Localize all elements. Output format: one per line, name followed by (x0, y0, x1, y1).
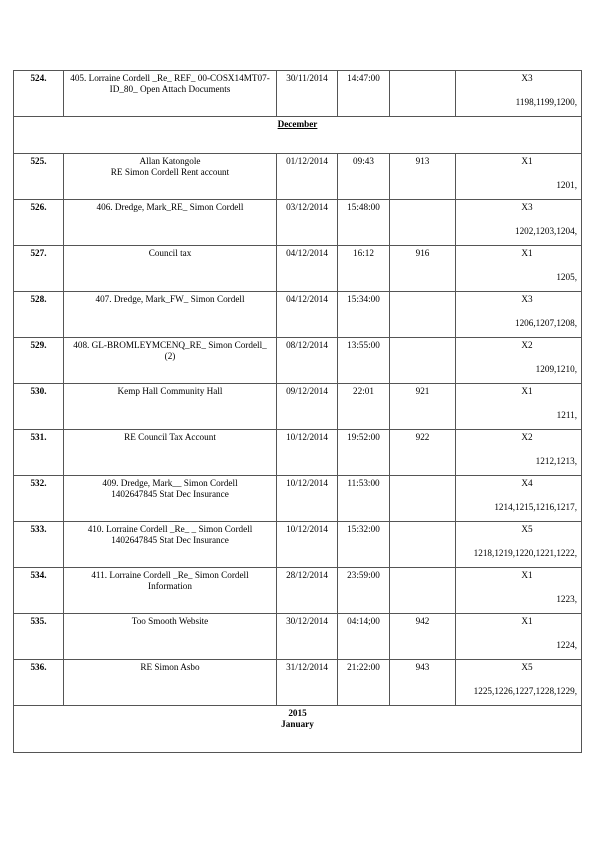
entry-pages-cell (456, 246, 582, 292)
table-row (14, 476, 582, 522)
entry-subject: 409. Dredge, Mark__ Simon Cordell 1402647845 Stat Dec Insurance (64, 476, 277, 522)
table-row (14, 430, 582, 476)
page-count: X4 (521, 478, 533, 488)
table-row (14, 384, 582, 430)
entry-reference (390, 568, 456, 614)
entry-date: 04/12/2014 (277, 246, 338, 292)
entry-date: 09/12/2014 (277, 384, 338, 430)
page-count: X2 (521, 340, 533, 350)
page-numbers: 1218,1219,1220,1221,1222, (473, 548, 577, 558)
page-count: X1 (521, 248, 533, 258)
entry-subject: 410. Lorraine Cordell _Re_ _ Simon Cordell 1402647845 Stat Dec Insurance (64, 522, 277, 568)
month-heading: January (281, 719, 314, 729)
entry-time: 23:59:00 (338, 568, 390, 614)
page-numbers: 1198,1199,1200, (515, 97, 577, 107)
page-count: X1 (521, 386, 533, 396)
entry-reference (390, 292, 456, 338)
entry-pages-cell (456, 476, 582, 522)
entry-number: 536. (14, 660, 64, 706)
entry-number: 535. (14, 614, 64, 660)
entry-date: 04/12/2014 (277, 292, 338, 338)
page-numbers: 1201, (556, 180, 577, 190)
table-row (14, 200, 582, 246)
page-numbers: 1206,1207,1208, (514, 318, 577, 328)
entry-pages-cell (456, 71, 582, 117)
entry-pages-cell (456, 384, 582, 430)
page-count: X1 (521, 570, 533, 580)
entry-number: 524. (14, 71, 64, 117)
table-row (14, 614, 582, 660)
entry-time: 15:48:00 (338, 200, 390, 246)
entry-number: 528. (14, 292, 64, 338)
entry-subject: 405. Lorraine Cordell _Re_ REF_ 00-COSX14MT07-ID_80_ Open Attach Documents (64, 71, 277, 117)
entry-reference: 916 (390, 246, 456, 292)
entry-date: 30/11/2014 (277, 71, 338, 117)
entry-date: 01/12/2014 (277, 154, 338, 200)
entry-time: 09:43 (338, 154, 390, 200)
entry-date: 10/12/2014 (277, 430, 338, 476)
table-row (14, 338, 582, 384)
year-heading-row (14, 706, 582, 753)
table-row (14, 568, 582, 614)
table-row (14, 522, 582, 568)
page-numbers: 1211, (556, 410, 577, 420)
entry-time: 14:47:00 (338, 71, 390, 117)
entry-subject: 406. Dredge, Mark_RE_ Simon Cordell (64, 200, 277, 246)
page-numbers: 1225,1226,1227,1228,1229, (473, 686, 577, 696)
entry-number: 530. (14, 384, 64, 430)
table-row (14, 246, 582, 292)
entry-reference (390, 71, 456, 117)
entry-number: 525. (14, 154, 64, 200)
entry-pages-cell (456, 660, 582, 706)
entry-reference: 913 (390, 154, 456, 200)
page-count: X3 (521, 294, 533, 304)
entry-pages-cell (456, 338, 582, 384)
entry-reference: 921 (390, 384, 456, 430)
entry-reference (390, 522, 456, 568)
page-count: X3 (521, 73, 533, 83)
entry-number: 531. (14, 430, 64, 476)
year-heading: 2015 (288, 708, 307, 718)
entry-pages-cell (456, 154, 582, 200)
entry-pages-cell (456, 292, 582, 338)
entry-date: 31/12/2014 (277, 660, 338, 706)
entry-time: 15:34:00 (338, 292, 390, 338)
month-heading-row (14, 117, 582, 154)
entry-subject: 407. Dredge, Mark_FW_ Simon Cordell (64, 292, 277, 338)
year-heading-cell (14, 706, 582, 753)
page-numbers: 1223, (556, 594, 577, 604)
entry-time: 21:22:00 (338, 660, 390, 706)
entry-time: 11:53:00 (338, 476, 390, 522)
entry-subject: Too Smooth Website (64, 614, 277, 660)
entry-pages-cell (456, 430, 582, 476)
entry-reference: 942 (390, 614, 456, 660)
page-count: X1 (521, 156, 533, 166)
entry-number: 532. (14, 476, 64, 522)
correspondence-index-table (13, 70, 582, 753)
month-heading: December (14, 117, 582, 154)
entry-pages-cell (456, 614, 582, 660)
entry-reference (390, 338, 456, 384)
entry-subject: Council tax (64, 246, 277, 292)
entry-subject: RE Council Tax Account (64, 430, 277, 476)
entry-time: 22:01 (338, 384, 390, 430)
entry-number: 527. (14, 246, 64, 292)
table-row (14, 71, 582, 117)
page-count: X2 (521, 432, 533, 442)
page-count: X5 (521, 662, 533, 672)
table-row (14, 154, 582, 200)
entry-number: 533. (14, 522, 64, 568)
entry-subject: 411. Lorraine Cordell _Re_ Simon Cordell Information (64, 568, 277, 614)
page-count: X3 (521, 202, 533, 212)
entry-date: 03/12/2014 (277, 200, 338, 246)
entry-number: 526. (14, 200, 64, 246)
page-count: X5 (521, 524, 533, 534)
entry-date: 08/12/2014 (277, 338, 338, 384)
entry-date: 28/12/2014 (277, 568, 338, 614)
entry-subject: RE Simon Asbo (64, 660, 277, 706)
entry-time: 16:12 (338, 246, 390, 292)
entry-subject: Allan Katongole RE Simon Cordell Rent account (64, 154, 277, 200)
page-numbers: 1212,1213, (535, 456, 577, 466)
entry-pages-cell (456, 522, 582, 568)
table-row (14, 292, 582, 338)
entry-subject: 408. GL-BROMLEYMCENQ_RE_ Simon Cordell_ (2) (64, 338, 277, 384)
table-row (14, 660, 582, 706)
entry-number: 534. (14, 568, 64, 614)
entry-date: 10/12/2014 (277, 476, 338, 522)
entry-date: 30/12/2014 (277, 614, 338, 660)
entry-reference: 943 (390, 660, 456, 706)
entry-subject: Kemp Hall Community Hall (64, 384, 277, 430)
page-numbers: 1209,1210, (535, 364, 577, 374)
entry-number: 529. (14, 338, 64, 384)
entry-reference (390, 476, 456, 522)
entry-pages-cell (456, 200, 582, 246)
page-numbers: 1205, (556, 272, 577, 282)
page-numbers: 1214,1215,1216,1217, (494, 502, 577, 512)
entry-reference (390, 200, 456, 246)
entry-time: 19:52:00 (338, 430, 390, 476)
entry-time: 15:32:00 (338, 522, 390, 568)
entry-reference: 922 (390, 430, 456, 476)
page-count: X1 (521, 616, 533, 626)
page-numbers: 1202,1203,1204, (514, 226, 577, 236)
entry-time: 04:14;00 (338, 614, 390, 660)
entry-date: 10/12/2014 (277, 522, 338, 568)
entry-pages-cell (456, 568, 582, 614)
entry-time: 13:55:00 (338, 338, 390, 384)
page-numbers: 1224, (556, 640, 577, 650)
